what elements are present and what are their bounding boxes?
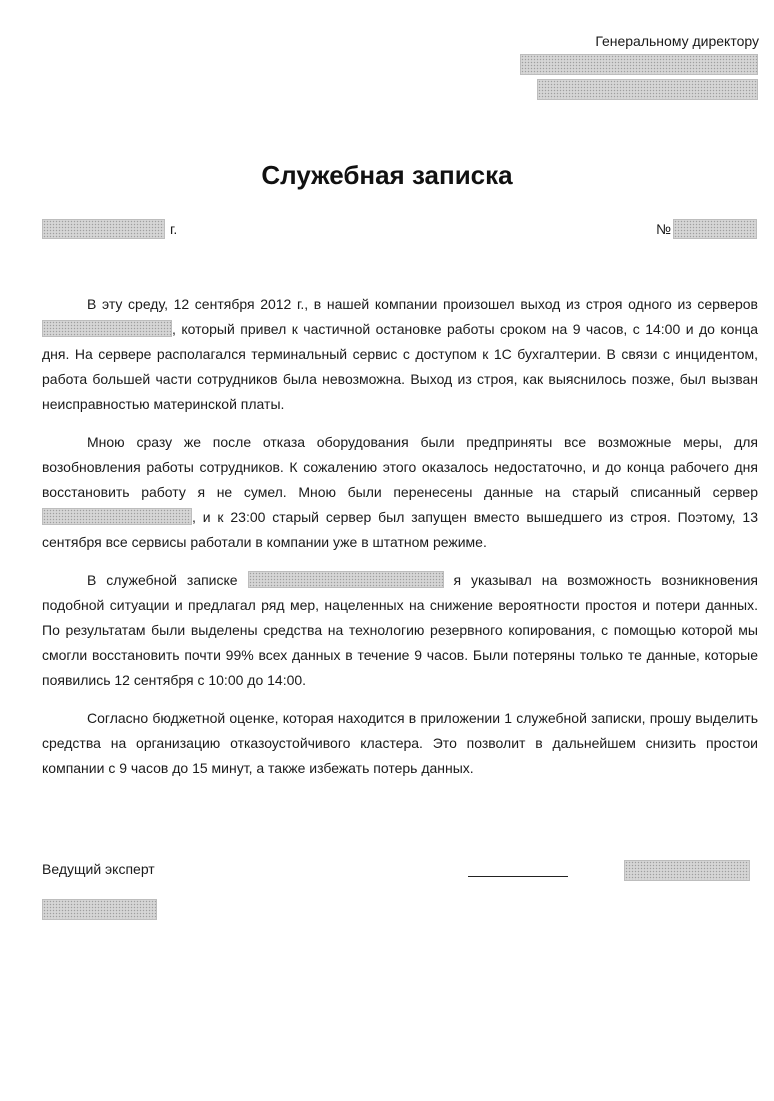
- memo-body: [42, 292, 758, 794]
- signer-position: Ведущий эксперт: [42, 861, 155, 877]
- document-title: Служебная записка: [261, 160, 513, 190]
- paragraph-1: [42, 292, 758, 417]
- redacted-director-name: [520, 54, 758, 75]
- redacted-signer-details: [42, 899, 157, 920]
- redacted-date: [42, 219, 165, 239]
- paragraph-2-part-b: , и к 23:00 старый сервер был запущен вместо вышедшего из строя. Поэтому, 13 сентября все сервисы работали в компании уже в штатном режиме.: [42, 509, 758, 550]
- redacted-company-name: [537, 79, 758, 100]
- redacted-old-server-name: [42, 508, 192, 525]
- redacted-signer-name: [624, 860, 750, 881]
- redacted-memo-reference: [248, 571, 444, 588]
- paragraph-3-part-a: В служебной записке: [87, 572, 248, 588]
- paragraph-1-part-a: В эту среду, 12 сентября 2012 г., в нашей компании произошел выход из строя одного из серверов: [87, 296, 758, 312]
- date-suffix: г.: [170, 221, 178, 237]
- number-prefix: №: [656, 221, 672, 237]
- signature-line: [468, 876, 568, 877]
- paragraph-4: Согласно бюджетной оценке, которая находится в приложении 1 служебной записки, прошу выделить средства на организацию отказоустойчивого кластера. Это позволит в дальнейшем снизить простои компании с 9 часов до 15 минут, а также избежать потерь данных.: [42, 710, 758, 776]
- paragraph-2-part-a: Мною сразу же после отказа оборудования были предприняты все возможные меры, для возобновления работы сотрудников. К сожалению этого оказалось недостаточно, и до конца рабочего дня восстановить работу я не сумел. Мною были перенесены данные на старый списанный сервер: [42, 434, 758, 500]
- paragraph-3: [42, 568, 758, 693]
- addressee-label: Генеральному директору: [595, 33, 759, 49]
- redacted-number: [673, 219, 757, 239]
- redacted-server-name: [42, 320, 172, 337]
- paragraph-2: [42, 430, 758, 555]
- paragraph-3-part-b: я указывал на возможность возникновения подобной ситуации и предлагал ряд мер, нацеленных на снижение вероятности простоя и потери данных. По результатам были выделены средства на технологию резервного копирования, с помощью которой мы смогли восстановить почти 99% всех данных в течение 9 часов. Были потеряны только те данные, которые появились 12 сентября с 10:00 до 14:00.: [42, 572, 759, 688]
- paragraph-1-part-b: , который привел к частичной остановке работы сроком на 9 часов, с 14:00 и до конца дня. На сервере располагался терминальный сервис с доступом к 1С бухгалтерии. В связи с инцидентом, работа большей части сотрудников была невозможна. Выход из строя, как выяснилось позже, был вызван неисправностью материнской платы.: [42, 321, 758, 412]
